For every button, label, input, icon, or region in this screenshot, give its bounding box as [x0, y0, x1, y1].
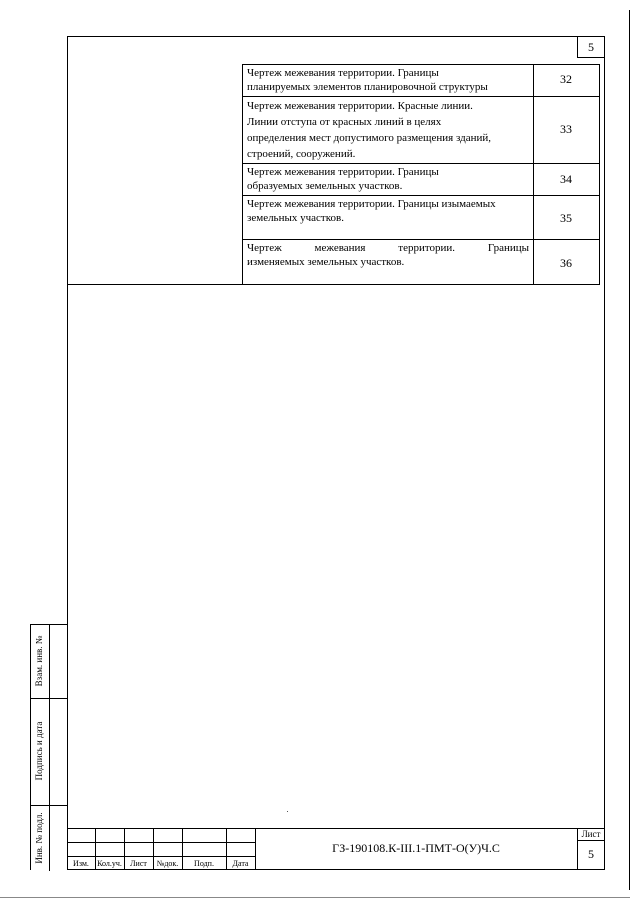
row-text-line: Чертеж межевания территории. Красные линии. — [247, 100, 473, 112]
document-designation: ГЗ-190108.К-III.1-ПМТ-О(У)Ч.С — [332, 841, 500, 855]
header-izm: Изм. — [73, 859, 89, 868]
row-text-line: Чертеж межевания территории. Границы — [247, 166, 439, 178]
title-block-top — [67, 828, 605, 829]
row-page-number: 33 — [560, 122, 572, 136]
sheet-badge — [577, 36, 605, 58]
row-text-line: образуемых земельных участков. — [247, 180, 403, 192]
scan-edge-bottom — [0, 897, 630, 898]
table-bottom-border — [67, 284, 599, 285]
header-kol-uch: Кол.уч. — [97, 859, 122, 868]
sheet-cell-separator — [577, 840, 605, 841]
row-text-line: земельных участков. — [247, 212, 344, 224]
title-block — [67, 828, 605, 870]
header-podp: Подп. — [194, 859, 214, 868]
contents-table — [67, 64, 599, 285]
sheet-number: 5 — [588, 847, 594, 861]
header-data: Дата — [232, 859, 249, 868]
side-stamp — [30, 624, 67, 870]
row-separator — [242, 239, 599, 240]
row-text-line: Чертеж межевания территории. Границы — [247, 242, 529, 254]
row-page-number: 36 — [560, 256, 572, 270]
side-stamp-separator — [31, 698, 68, 699]
row-text-line: Чертеж межевания территории. Границы изымаемых — [247, 198, 496, 210]
scan-edge-right — [629, 10, 630, 890]
table-right-border — [599, 64, 600, 285]
inv-podl-label: Инв. № подл. — [34, 812, 44, 864]
row-page-number: 35 — [560, 211, 572, 225]
row-separator — [242, 163, 599, 164]
row-text-line: определения мест допустимого размещения зданий, — [247, 132, 492, 144]
table-row — [247, 165, 531, 193]
table-left-border — [67, 64, 68, 285]
row-text-line: Чертеж межевания территории. Границы — [247, 67, 439, 79]
row-page-number: 32 — [560, 72, 572, 86]
row-page-number: 34 — [560, 172, 572, 186]
table-row — [247, 241, 529, 269]
table-divider-1 — [242, 64, 243, 285]
sheet-label: Лист — [581, 829, 601, 839]
vzam-inv-label: Взам. инв. № — [34, 635, 44, 687]
table-row — [247, 98, 531, 162]
header-ndok: №док. — [156, 859, 179, 868]
scan-speck — [287, 811, 288, 812]
table-row — [247, 197, 531, 225]
row-text-line: планируемых элементов планировочной структуры — [247, 81, 488, 93]
table-top-border — [242, 64, 599, 65]
header-list: Лист — [130, 859, 147, 868]
row-text-line: строений, сооружений. — [247, 148, 356, 160]
row-text-line: изменяемых земельных участков. — [247, 256, 405, 268]
table-row — [247, 66, 531, 94]
row-text-line: Линии отступа от красных линий в целях — [247, 116, 442, 128]
sheet-badge-number: 5 — [588, 40, 594, 54]
side-stamp-divider — [49, 625, 50, 871]
row-separator — [242, 195, 599, 196]
podpis-data-label: Подпись и дата — [34, 721, 44, 781]
row-separator — [242, 96, 599, 97]
